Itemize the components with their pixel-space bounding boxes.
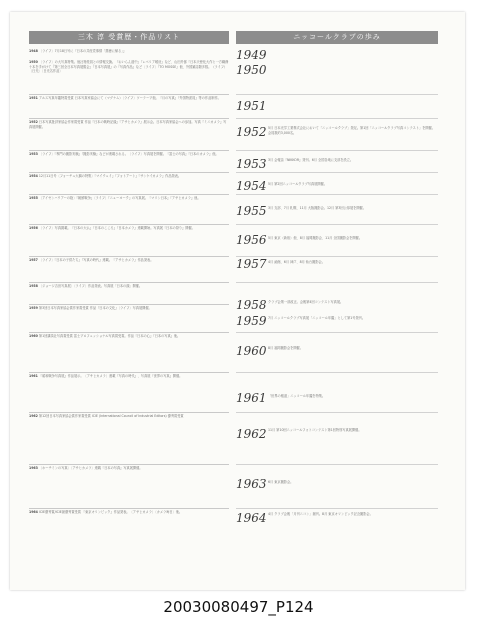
divider [236, 118, 438, 119]
timeline-year: 1964 [236, 511, 267, 525]
timeline-year: 1949 [236, 48, 267, 62]
divider [29, 412, 229, 413]
left-entry: 1950 〔ライフ〕の大写真特集。他社特派員との情報交換。『おいらん道中』『レベリア暖房』など、山田外郎『日本天使化大作と一方職務十本を手がけて『第三回全日本写真展覧会』『日本写真展』の『写真作品』など〔ライフ〕『TO MOSSE』他、外国雑誌類多数。（ライフ）〔日光〕〔日光名作品〕 [29, 60, 229, 74]
timeline-year: 1952 [236, 125, 267, 139]
timeline-text: 4月 函館、6月 神戸、8月 仙台撮影会。 [268, 260, 325, 264]
divider [29, 194, 229, 195]
timeline-year: 1953 [236, 157, 267, 171]
timeline-text: 6月 東京撮影会。 [268, 480, 294, 484]
timeline-text: 7月 ニッコールクラブ写真展「ニッコール年鑑」として第1号発刊。 [268, 316, 366, 320]
timeline-year: 1962 [236, 427, 267, 441]
divider [29, 464, 229, 465]
timeline-text: 3月 支部、7月 札幌、11月 大阪撮影会。12月 第3回公募展を開催。 [268, 206, 366, 210]
divider [236, 282, 438, 283]
timeline-year: 1963 [236, 477, 267, 491]
timeline-text: 「世界の報道」ニッコール年鑑を特集。 [268, 394, 326, 398]
divider [236, 224, 438, 225]
divider [236, 172, 438, 173]
left-entry: 1953 〔ライフ〕『専門の撮影実験』『撮影実験』などが連載される。〔ライフ〕写真展を開催。『富士の写真』『日本のカメラ』他。 [29, 152, 219, 156]
divider [29, 172, 229, 173]
divider [236, 508, 438, 509]
timeline-year: 1955 [236, 204, 267, 218]
timeline-text: 5月 日本光学工業株式会社において「ニッコールクラブ」発足。第1回「ニッコールクラブ写真コンテスト」を開催。会員数約3,000名。 [268, 126, 435, 135]
timeline-year: 1954 [236, 179, 267, 193]
timeline-text: クラブ会則一部改正。会報第4回コンテスト写真展。 [268, 300, 344, 304]
divider [29, 256, 229, 257]
left-entry: 1961 『昭和戦争写真展』作品展示。〔アサヒカメラ〕連載『写真の時代』、写真展『世界の写真』開催。 [29, 374, 183, 378]
timeline-year: 1950 [236, 63, 267, 77]
timeline-text: 5月 第2回ニッコールクラブ写真展開催。 [268, 182, 327, 186]
divider [236, 332, 438, 333]
timeline-year: 1961 [236, 391, 267, 405]
timeline-text: 4月 クラブ会報「月刊ニコン」創刊。8月 東京オリンピック記念撮影会。 [268, 512, 373, 516]
left-entry: 1948 〔ライフ〕7月18日号に『日本の共産党事情「悪徳に帰る」』 [29, 49, 127, 53]
divider [29, 94, 229, 95]
left-entry: 1964 ICIE優秀賞/ICIE最優秀賞受賞 『東京オリンピック』作品発表。〔アサヒカメラ〕〔カメラ毎日〕他。 [29, 510, 183, 514]
timeline-year: 1957 [236, 257, 267, 271]
divider [29, 118, 229, 119]
left-entry: 1955 〔アイゼンハウアーの陰〕『朝鮮戦争』〔ライフ〕『ニューヨーク』の写真展。『マリン日本』『アサヒカメラ』他。 [29, 196, 201, 200]
timeline-year: 1958 [236, 298, 267, 312]
right-column-title: ニッコールクラブの歩み [236, 31, 438, 44]
timeline-text: 11月 第10回ニッコールフォトコンテスト第1回特別写真展開催。 [268, 428, 362, 432]
divider [236, 372, 438, 373]
left-entry: 1952 日本写真批評家協会作家賞受賞 作品『日本の戦時記録』『アサヒカメラ』展示会。日本写真家協会への参加。写真『ミニカメラ』写真展開催。 [29, 120, 227, 129]
timeline-year: 1956 [236, 233, 267, 247]
left-entry: 1951 アルス写真年鑑特賞受賞 日本写真家協会にて（マグナム）〔ライフ〕ツーテープ他。『月の写真』『外国特派員』等の作品制作。 [29, 96, 221, 100]
left-entry: 1957 〔ライフ〕『日本の子供たち』『写真の時代』連載。『アサヒカメラ』作品発表。 [29, 258, 154, 262]
timeline-year: 1951 [236, 99, 267, 113]
divider [29, 304, 229, 305]
divider [236, 194, 438, 195]
divider [236, 94, 438, 95]
divider [29, 282, 229, 283]
document-id-label: 20030080497_P124 [163, 598, 314, 616]
divider [29, 332, 229, 333]
divider [29, 224, 229, 225]
timeline-text: 3月 会報誌『NIKKOR』発刊。6月 全国各地に支部を設立。 [268, 158, 354, 162]
left-entry: 1963 〔ホーチミンの写真〕〔アサヒカメラ〕連載『日本の写真』写真展開催。 [29, 466, 143, 470]
left-entry: 1958 〔ジョージ吉田写真展〕〔ライフ〕作品発表。写真展「日本の顔」開催。 [29, 284, 143, 288]
divider [236, 150, 438, 151]
left-entry: 1959 第3回日本写真家協会賞作家賞受賞 作品『日本の文化』〔ライフ〕写真展開催。 [29, 306, 152, 310]
left-entry: 1956 〔ライフ〕写真掲載。『日本の大仏』『日本のこころ』『日本カメラ』連載開始。写真展『日本の祭り』開催。 [29, 226, 195, 230]
left-entry: 1960 第1回講談社写真賞受賞 富士プロフェッショナル写真賞受賞。作品『日本の心』『日本の写真』他。 [29, 334, 181, 338]
timeline-text: 5月 東京（新宿）他、8月 福岡撮影会、11月 全国撮影会を開催。 [268, 236, 363, 240]
divider [29, 372, 229, 373]
divider [236, 464, 438, 465]
timeline-text: 8月 福岡撮影会を開催。 [268, 346, 303, 350]
timeline-year: 1959 [236, 314, 267, 328]
left-column-title: 三木 淳 受賞歴・作品リスト [29, 31, 229, 44]
divider [29, 508, 229, 509]
left-entry: 1954 12月11日号〔フォーチュ大橋の特集〕『マイウェイ』『フォトアート』『サンケイカメラ』作品発表。 [29, 174, 182, 178]
divider [29, 150, 229, 151]
divider [236, 412, 438, 413]
timeline-year: 1960 [236, 344, 267, 358]
left-entry: 1962 第12回日本写真家協会賞作家賞受賞 ICIE (International Council of Industrial Editors) 優秀賞受賞 [29, 414, 184, 418]
